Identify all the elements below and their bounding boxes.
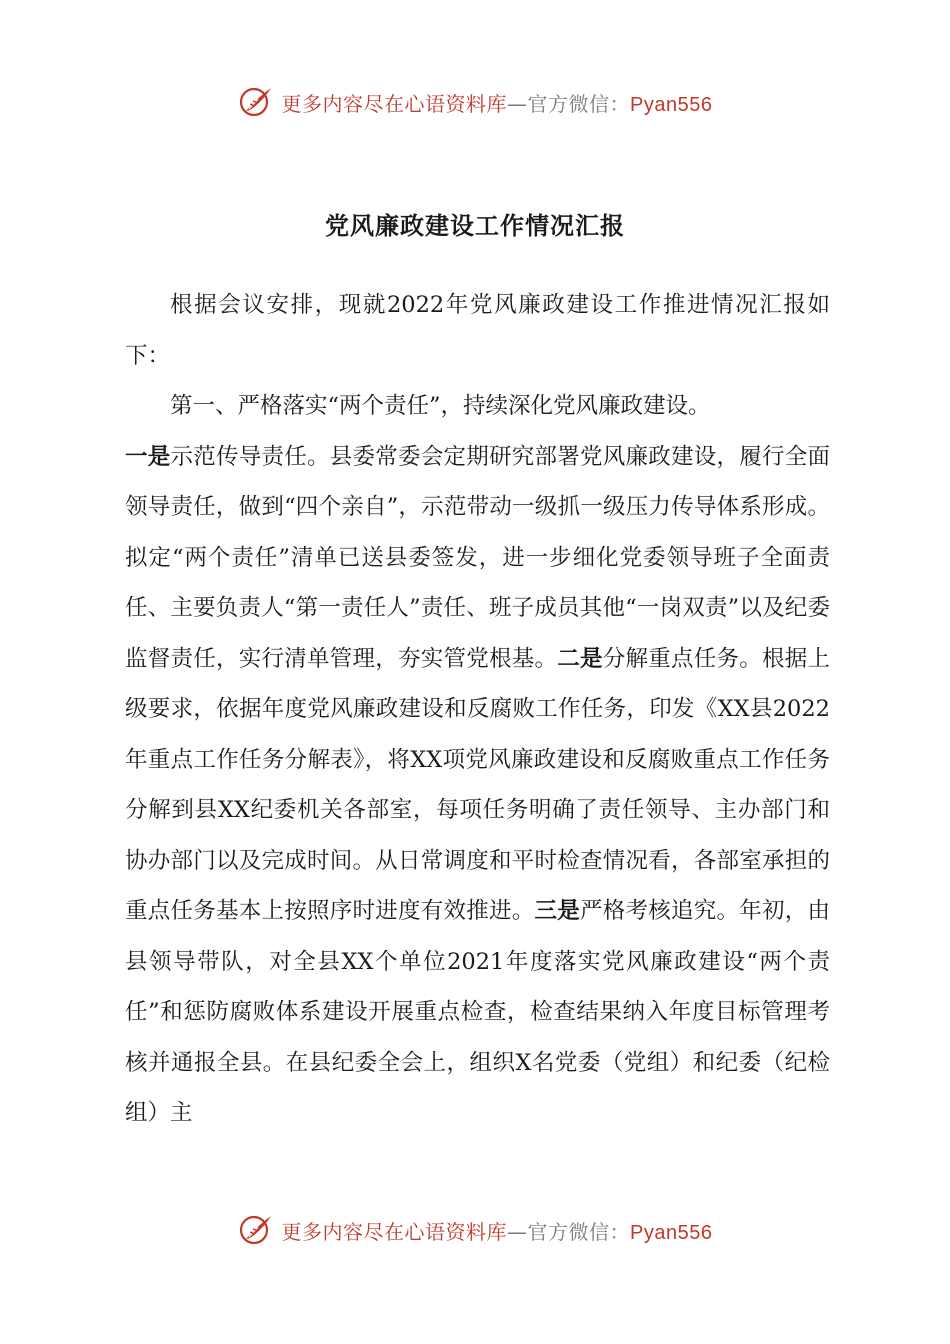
watermark-dash: — bbox=[507, 1219, 528, 1244]
watermark-text bbox=[282, 88, 713, 117]
watermark-contact-label: 官方微信： bbox=[527, 1219, 631, 1244]
item-2-text: 分解重点任务。根据上级要求，依据年度党风廉政建设和反腐败工作任务，印发《XX县2022年重点工作任务分解表》，将XX项党风廉政建设和反腐败重点工作任务分解到县XX纪委机关各部室，每项任务明确了责任领导、主办部门和协办部门以及完成时间。从日常调度和平时检查情况看，各部室承担的重点任务基本上按照序时进度有效推进。 bbox=[125, 645, 830, 924]
item-1-label: 一是 bbox=[125, 443, 171, 470]
item-1-text: 示范传导责任。县委常委会定期研究部署党风廉政建设，履行全面领导责任，做到“四个亲自”，示范带动一级抓一级压力传导体系形成。拟定“两个责任”清单已送县委签发，进一步细化党委领导班子全面责任、主要负责人“第一责任人”责任、班子成员其他“一岗双责”以及纪委监督责任，实行清单管理，夯实管党根基。 bbox=[125, 443, 830, 672]
watermark-header bbox=[0, 80, 950, 124]
watermark-text bbox=[282, 1216, 713, 1245]
watermark-contact-label: 官方微信： bbox=[527, 91, 631, 116]
document-body bbox=[125, 280, 830, 1139]
section-1-content bbox=[125, 432, 830, 1139]
watermark-brand: 更多内容尽在心语资料库 bbox=[281, 1219, 508, 1244]
watermark-brand: 更多内容尽在心语资料库 bbox=[281, 91, 508, 116]
item-2-label: 二是 bbox=[557, 645, 603, 672]
watermark-footer bbox=[0, 1208, 950, 1252]
quill-logo-icon bbox=[238, 84, 274, 120]
item-3-text: 严格考核追究。年初，由县领导带队，对全县XX个单位2021年度落实党风廉政建设“两个责任”和惩防腐败体系建设开展重点检查，检查结果纳入年度目标管理考核并通报全县。在县纪委全会上，组织X名党委（党组）和纪委（纪检组）主 bbox=[125, 898, 830, 1126]
item-3-label: 三是 bbox=[534, 898, 580, 924]
section-1-heading: 第一、严格落实“两个责任”，持续深化党风廉政建设。 bbox=[170, 393, 711, 419]
watermark-contact-id: Pyan556 bbox=[630, 93, 713, 116]
watermark-contact-id: Pyan556 bbox=[630, 1221, 713, 1244]
quill-logo-icon bbox=[238, 1212, 274, 1248]
intro-paragraph: 根据会议安排，现就2022年党风廉政建设工作推进情况汇报如下： bbox=[125, 292, 830, 369]
watermark-dash: — bbox=[507, 91, 528, 116]
document-title: 党风廉政建设工作情况汇报 bbox=[325, 211, 625, 240]
